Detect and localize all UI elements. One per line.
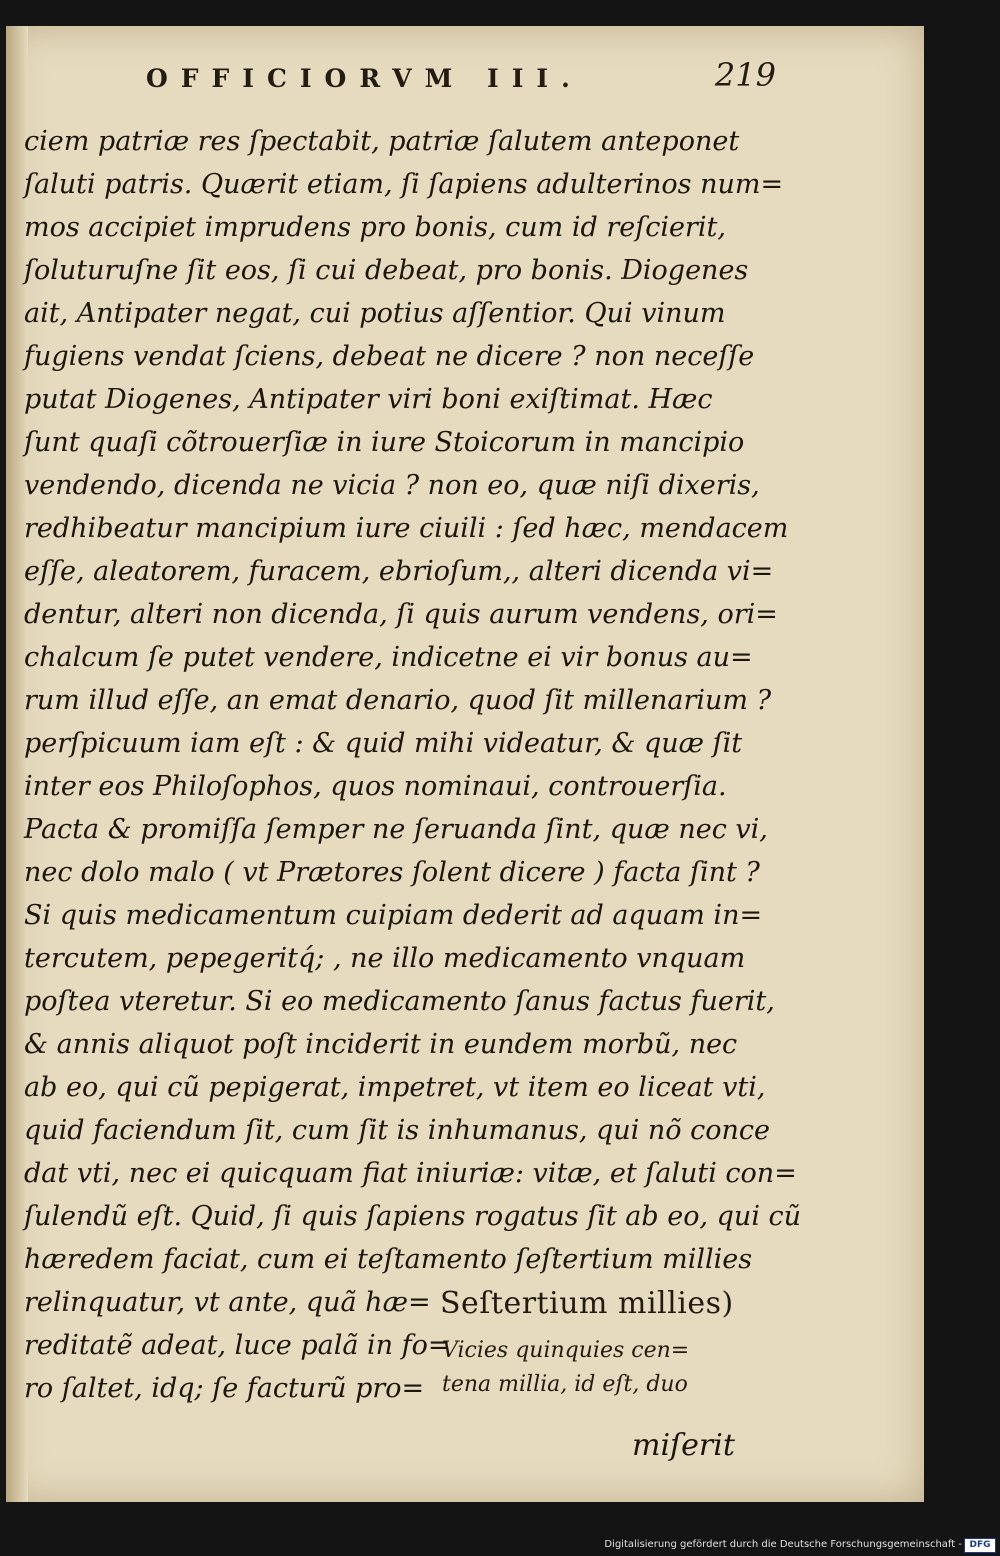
running-head-title: OFFICIORVM III. bbox=[146, 64, 583, 93]
footer-credit: Digitalisierung gefördert durch die Deutsche Forschungsgemeinschaft - bbox=[604, 1539, 962, 1550]
text-line: tercutem, pepegeritq́; , ne illo medicamento vnquam bbox=[24, 943, 746, 974]
text-line: ab eo, qui cũ pepigerat, impetret, vt item eo liceat vti, bbox=[24, 1072, 766, 1103]
text-line-short: relinquatur, vt ante, quã hæ= bbox=[24, 1287, 431, 1318]
digitization-footer bbox=[0, 1536, 1000, 1556]
text-line: hæredem faciat, cum ei teſtamento ſeſtertium millies bbox=[24, 1244, 753, 1275]
catchword: miſerit bbox=[632, 1428, 735, 1463]
text-line-short: ro ſaltet, idq; ſe facturũ pro= bbox=[24, 1373, 425, 1404]
text-line: dat vti, nec ei quicquam fiat iniuriæ: vitæ, et ſaluti con= bbox=[24, 1158, 797, 1189]
running-head bbox=[146, 56, 776, 104]
text-line: ſulendũ eſt. Quid, ſi quis ſapiens rogatus ſit ab eo, qui cũ bbox=[24, 1201, 802, 1232]
text-line: fugiens vendat ſciens, debeat ne dicere ? non neceſſe bbox=[24, 341, 755, 372]
text-line: putat Diogenes, Antipater viri boni exiſtimat. Hæc bbox=[24, 384, 713, 415]
text-line: ciem patriæ res ſpectabit, patriæ ſalutem anteponet bbox=[24, 126, 740, 157]
text-line: ait, Antipater negat, cui potius aſſentior. Qui vinum bbox=[24, 298, 726, 329]
text-line: rum illud eſſe, an emat denario, quod ſit millenarium ? bbox=[24, 685, 772, 716]
text-line: ſaluti patris. Quærit etiam, ſi ſapiens adulterinos num= bbox=[24, 169, 784, 200]
text-line: mos accipiet imprudens pro bonis, cum id reſcierit, bbox=[24, 212, 726, 243]
text-line: inter eos Philoſophos, quos nominaui, controuerſia. bbox=[24, 771, 727, 802]
text-line: eſſe, aleatorem, furacem, ebrioſum,, alteri dicenda vi= bbox=[24, 556, 774, 587]
text-line: Pacta & promiſſa ſemper ne ſeruanda ſint, quæ nec vi, bbox=[24, 814, 768, 845]
page-number: 219 bbox=[714, 56, 776, 94]
text-line: quid faciendum ſit, cum ſit is inhumanus, qui nõ conce bbox=[24, 1115, 771, 1146]
text-line: vendendo, dicenda ne vicia ? non eo, quæ niſi dixeris, bbox=[24, 470, 760, 501]
text-line: dentur, alteri non dicenda, ſi quis aurum vendens, ori= bbox=[24, 599, 778, 630]
text-line: ſoluturuſne ſit eos, ſi cui debeat, pro bonis. Diogenes bbox=[24, 255, 749, 286]
book-page bbox=[6, 26, 924, 1502]
text-line: redhibeatur mancipium iure ciuili : ſed hæc, mendacem bbox=[24, 513, 789, 544]
text-line: poſtea vteretur. Si eo medicamento ſanus factus fuerit, bbox=[24, 986, 775, 1017]
text-line: & annis aliquot poſt inciderit in eundem morbũ, nec bbox=[24, 1029, 738, 1060]
text-line: ſunt quaſi cõtrouerſiæ in iure Stoicorum in mancipio bbox=[24, 427, 745, 458]
text-line: Si quis medicamentum cuipiam dederit ad aquam in= bbox=[24, 900, 763, 931]
dfg-logo: DFG bbox=[964, 1538, 996, 1553]
text-line: perſpicuum iam eſt : & quid mihi videatur, & quæ ſit bbox=[24, 728, 743, 759]
text-line-short: reditatẽ adeat, luce palã in fo= bbox=[24, 1330, 451, 1361]
side-note-line: Vicies quinquies cen= bbox=[442, 1338, 690, 1363]
side-note-heading: Seſtertium millies) bbox=[440, 1286, 734, 1321]
side-note-line: tena millia, id eſt, duo bbox=[442, 1372, 688, 1397]
text-line: nec dolo malo ( vt Prætores ſolent dicere ) facta ſint ? bbox=[24, 857, 760, 888]
text-line: chalcum ſe putet vendere, indicetne ei vir bonus au= bbox=[24, 642, 753, 673]
